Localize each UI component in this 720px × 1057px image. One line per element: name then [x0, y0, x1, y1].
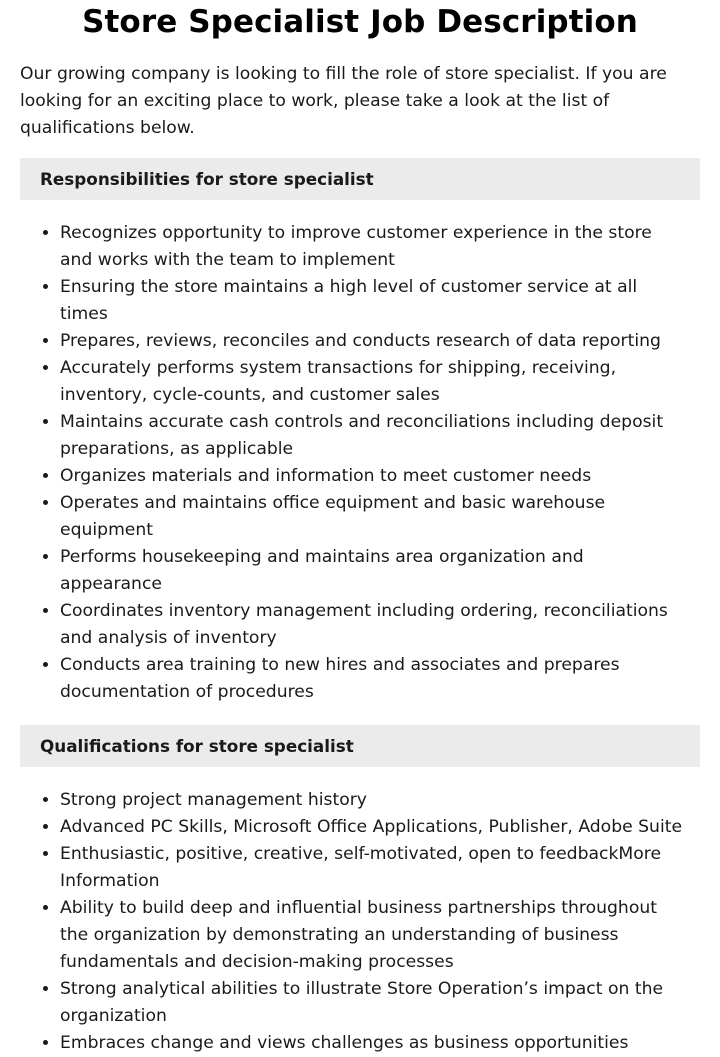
list-item: • Accurately performs system transactions for shipping, receiving, inventory, cycle-counts, and customer sales [60, 355, 700, 409]
list-item: • Organizes materials and information to meet customer needs [60, 463, 700, 490]
list-item: • Conducts area training to new hires and associates and prepares documentation of procedures [60, 652, 700, 706]
page-title: Store Specialist Job Description [82, 4, 638, 40]
list-item: • Embraces change and views challenges as business opportunities [60, 1030, 700, 1057]
list-item: • Operates and maintains office equipment and basic warehouse equipment [60, 490, 700, 544]
list-item: • Strong project management history [60, 787, 700, 814]
list-item: • Coordinates inventory management including ordering, reconciliations and analysis of inventory [60, 598, 700, 652]
list-item: • Ensuring the store maintains a high level of customer service at all times [60, 274, 700, 328]
list-item: • Maintains accurate cash controls and reconciliations including deposit preparations, as applicable [60, 409, 700, 463]
list-item: • Performs housekeeping and maintains area organization and appearance [60, 544, 700, 598]
qualifications-list [20, 787, 700, 1057]
list-item: • Recognizes opportunity to improve customer experience in the store and works with the team to implement [60, 220, 700, 274]
list-item: • Ability to build deep and influential business partnerships throughout the organization by demonstrating an understanding of business fundamentals and decision-making processes [60, 895, 700, 976]
list-item: • Strong analytical abilities to illustrate Store Operation’s impact on the organization [60, 976, 700, 1030]
intro-paragraph: Our growing company is looking to fill the role of store specialist. If you are looking for an exciting place to work, please take a look at the list of qualifications below. [20, 64, 667, 138]
list-item: • Prepares, reviews, reconciles and conducts research of data reporting [60, 328, 700, 355]
list-item: • Enthusiastic, positive, creative, self-motivated, open to feedbackMore Information [60, 841, 700, 895]
qualifications-heading: Qualifications for store specialist [20, 725, 700, 767]
responsibilities-heading: Responsibilities for store specialist [20, 158, 700, 200]
list-item: • Advanced PC Skills, Microsoft Office Applications, Publisher, Adobe Suite [60, 814, 700, 841]
responsibilities-list [20, 220, 700, 706]
